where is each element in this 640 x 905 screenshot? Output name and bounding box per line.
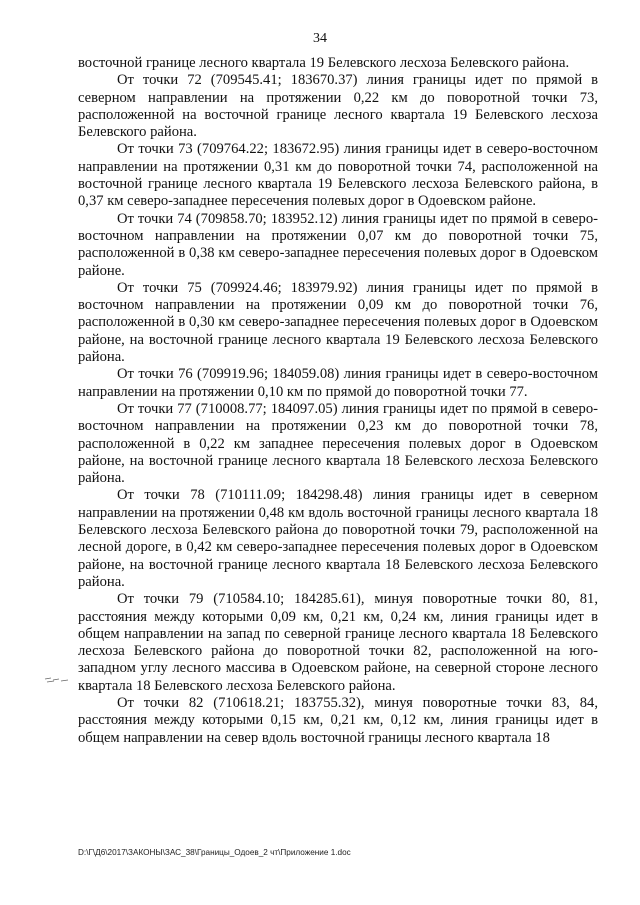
paragraph: От точки 72 (709545.41; 183670.37) линия границы идет по прямой в северном направлении на протяжении 0,22 км до поворотной точки 73, расположенной на восточной границе лесного квартала 19 Белевского лесхоза Белевского района.: [78, 72, 598, 141]
document-body: [78, 55, 598, 747]
file-path-footer: D:\Г\Д6\2017\ЗАКОНЫ\ЗАС_38\Границы_Одоев_2 чт\Приложение 1.doc: [78, 848, 351, 857]
page-number: 34: [313, 31, 327, 46]
paragraph: От точки 75 (709924.46; 183979.92) линия границы идет по прямой в восточном направлении на протяжении 0,09 км до поворотной точки 76, расположенной в 0,30 км северо-западнее пересечения полевых дорог в Одоевском районе, на восточной границе лесного квартала 19 Белевского лесхоза Белевского района.: [78, 279, 598, 366]
paragraph: восточной границе лесного квартала 19 Белевского лесхоза Белевского района.: [78, 55, 570, 71]
paragraph: От точки 73 (709764.22; 183672.95) линия границы идет в северо-восточном направлении на протяжении 0,31 км до поворотной точки 74, расположенной на восточной границе лесного квартала 19 Белевского лесхоза Белевского района, в 0,37 км северо-западнее пересечения полевых дорог в Одоевском районе.: [78, 141, 598, 210]
paragraph: От точки 76 (709919.96; 184059.08) линия границы идет в северо-восточном направлении на протяжении 0,10 км по прямой до поворотной точки 77.: [78, 366, 598, 400]
paragraph: От точки 77 (710008.77; 184097.05) линия границы идет по прямой в северо-восточном направлении на протяжении 0,23 км до поворотной точки 78, расположенной в 0,22 км западнее пересечения полевых дорог в Одоевском районе, на восточной границе лесного квартала 18 Белевского лесхоза Белевского района.: [78, 400, 598, 487]
paragraph: От точки 79 (710584.10; 184285.61), минуя поворотные точки 80, 81, расстояния между которыми 0,09 км, 0,21 км, 0,24 км, линия границы идет в общем направлении на запад по северной границе лесного квартала 18 Белевского лесхоза Белевского района до поворотной точки 82, расположенной на юго-западном углу лесного массива в Одоевском районе, на северной стороне лесного квартала 18 Белевского лесхоза Белевского района.: [78, 591, 598, 694]
paragraph: От точки 74 (709858.70; 183952.12) линия границы идет по прямой в северо-восточном направлении на протяжении 0,07 км до поворотной точки 75, расположенной в 0,38 км северо-западнее пересечения полевых дорог в Одоевском районе.: [78, 210, 598, 279]
scan-artifact-mark: [44, 676, 74, 684]
paragraph: От точки 82 (710618.21; 183755.32), минуя поворотные точки 83, 84, расстояния между которыми 0,15 км, 0,21 км, 0,12 км, линия границы идет в общем направлении на север вдоль восточной границы лесного квартала 18: [78, 694, 598, 746]
paragraph: От точки 78 (710111.09; 184298.48) линия границы идет в северном направлении на протяжении 0,48 км вдоль восточной границы лесного квартала 18 Белевского лесхоза Белевского района до поворотной точки 79, расположенной на лесной дороге, в 0,42 км северо-западнее пересечения полевых дорог в Одоевском районе, на восточной границе лесного квартала 18 Белевского лесхоза Белевского района.: [78, 487, 598, 590]
